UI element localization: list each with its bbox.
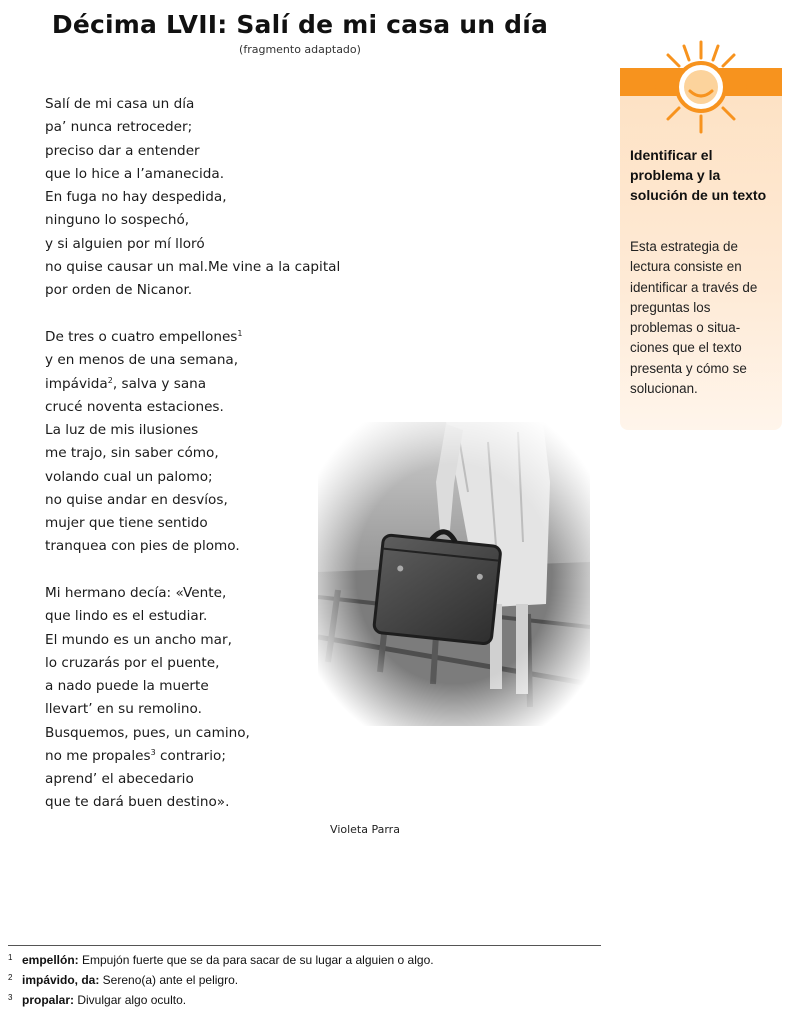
poem-line: aprend’ el abecedario (45, 771, 194, 787)
footnote-term: empellón: (22, 953, 79, 967)
poem-line: El mundo es un ancho mar, (45, 631, 232, 648)
poem-line: mujer que tiene sentido (45, 515, 208, 531)
poem-line: me trajo, sin saber cómo, (45, 445, 219, 462)
poem-line: lo cruzarás por el puente, (45, 654, 220, 671)
poem-line: Mi hermano decía: «Vente, (45, 585, 227, 601)
poem-line: tranquea con pies de plomo. (45, 538, 240, 555)
poem-line (45, 326, 242, 349)
footnotes (8, 950, 608, 1010)
poem-line: que te dará buen destino». (45, 794, 230, 811)
poem-line: preciso dar a entender (45, 142, 200, 159)
poem-line-text: no me propales (45, 747, 151, 764)
poem-line: no quise causar un mal.Me vine a la capital (45, 258, 341, 275)
footnote-item: 1 empellón: Empujón fuerte que se da para sacar de su lugar a alguien o algo. (8, 953, 434, 967)
footnote-ref: 2 (107, 375, 113, 385)
poem-line: ninguno lo sospechó, (45, 212, 190, 229)
poem-stanza-1 (45, 93, 340, 302)
poem-line: llevart’ en su remolino. (45, 701, 202, 718)
poem-line: y en menos de una semana, (45, 352, 239, 369)
poem-line-text: impávida (45, 375, 108, 392)
footnote-divider (8, 945, 601, 946)
poem-line: Busquemos, pues, un camino, (45, 724, 250, 741)
poem-stanza-3 (45, 582, 250, 815)
footnote-term: propalar: (22, 993, 75, 1007)
poem-line: volando cual un palomo; (45, 468, 213, 485)
poem-line (45, 745, 250, 768)
poem-line: En fuga no hay despedida, (45, 189, 227, 205)
poem-line: La luz de mis ilusiones (45, 422, 199, 438)
poem-line-text: contrario; (155, 747, 226, 764)
strategy-description: Esta estrategia de lectura consiste en identificar a través de preguntas los problemas o situa-ciones que el texto presenta y cómo se solucionan. (630, 239, 758, 397)
sun-icon (646, 38, 756, 142)
poem-line: que lo hice a l’amanecida. (45, 165, 225, 182)
poem-line: crucé noventa estaciones. (45, 398, 224, 415)
poem-stanza-2 (45, 326, 242, 559)
poem-line: que lindo es el estudiar. (45, 608, 208, 625)
poem-line: a nado puede la muerte (45, 678, 209, 694)
footnote-item: 2 impávido, da: Sereno(a) ante el peligro. (8, 973, 239, 987)
poem-line-text: , salva y sana (112, 375, 207, 392)
poem-line-text: De tres o cuatro empellones (45, 329, 238, 345)
strategy-heading: Identificar el problema y la solución de un texto (630, 147, 767, 203)
poem-line: pa’ nunca retroceder; (45, 119, 193, 136)
suitcase-photo (318, 422, 590, 726)
page-title: Décima LVII: Salí de mi casa un día (51, 10, 549, 39)
poem-line (45, 373, 242, 396)
footnote-ref: 1 (237, 329, 243, 338)
poem-line: por orden de Nicanor. (45, 282, 193, 298)
poem-line: no quise andar en desvíos, (45, 491, 228, 508)
poem-line: y si alguien por mí lloró (45, 235, 205, 252)
footnote-ref: 3 (150, 747, 156, 757)
poem-line: Salí de mi casa un día (45, 96, 195, 112)
footnote-definition: Divulgar algo oculto. (74, 993, 187, 1007)
footnote-definition: Sereno(a) ante el peligro. (99, 973, 239, 987)
poem-author: Violeta Parra (330, 823, 400, 836)
footnote-term: impávido, da: (22, 973, 100, 987)
footnote-definition: Empujón fuerte que se da para sacar de su lugar a alguien o algo. (78, 953, 434, 967)
footnote-item: 3 propalar: Divulgar algo oculto. (8, 993, 187, 1007)
page-subtitle: (fragmento adaptado) (239, 43, 361, 56)
